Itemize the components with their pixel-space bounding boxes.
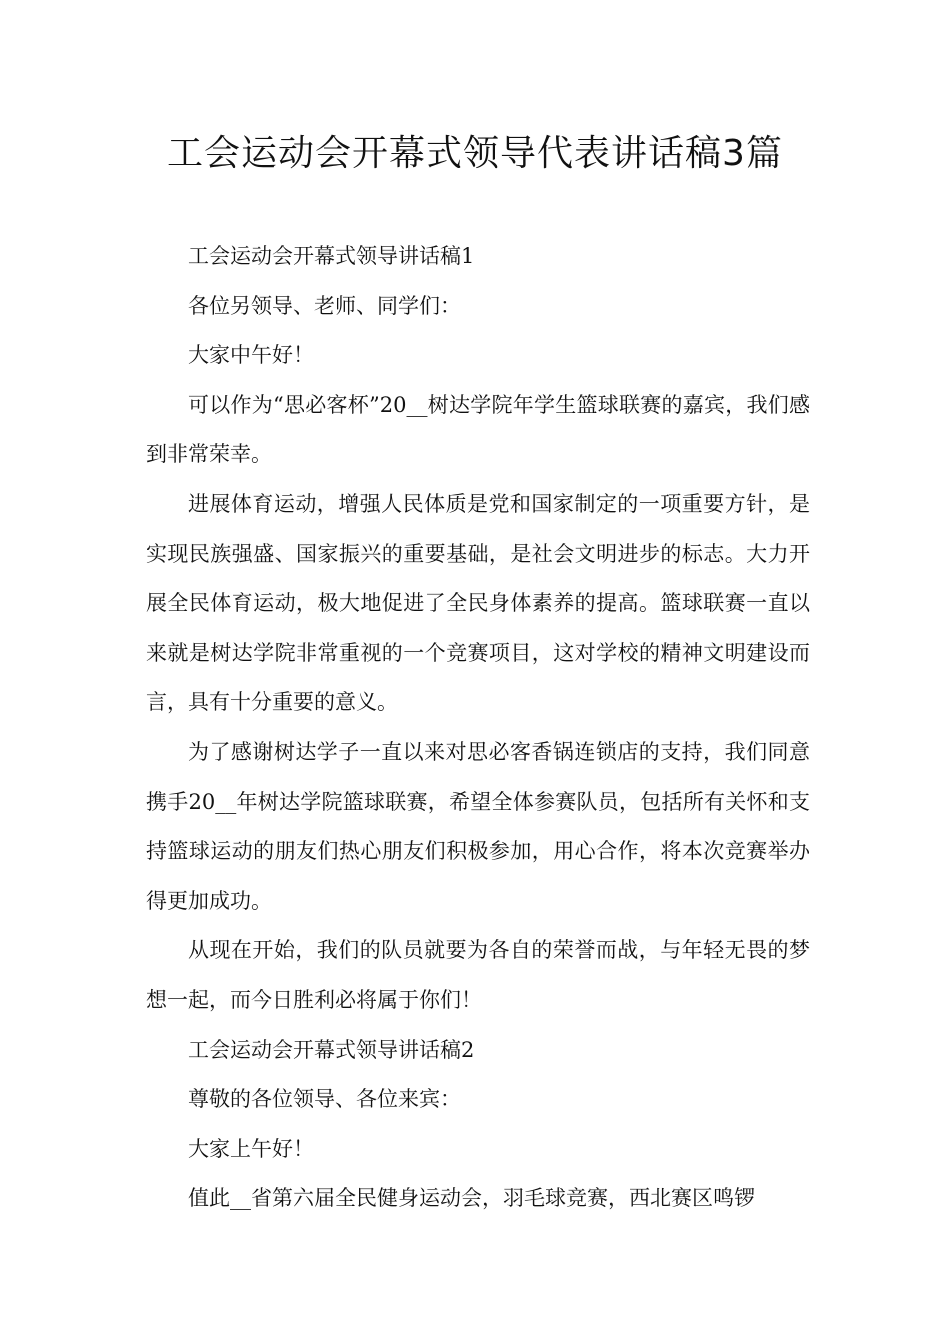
paragraph: 为了感谢树达学子一直以来对思必客香锅连锁店的支持，我们同意携手20__年树达学院篮球联赛，希望全体参赛队员，包括所有关怀和支持篮球运动的朋友们热心朋友们积极参加，用心合作，将本次竞赛举办得更加成功。 [146,739,810,913]
paragraph: 大家中午好！ [188,343,314,368]
document-body [146,232,810,1224]
paragraph: 进展体育运动，增强人民体质是党和国家制定的一项重要方针，是实现民族强盛、国家振兴的重要基础，是社会文明进步的标志。大力开展全民体育运动，极大地促进了全民身体素养的提高。篮球联赛一直以来就是树达学院非常重视的一个竞赛项目，这对学校的精神文明建设而言，具有十分重要的意义。 [146,491,810,715]
paragraph: 各位另领导、老师、同学们： [188,293,461,318]
paragraph: 从现在开始，我们的队员就要为各自的荣誉而战，与年轻无畏的梦想一起，而今日胜利必将属于你们！ [146,938,810,1012]
document-title: 工会运动会开幕式领导代表讲话稿3篇 [167,133,783,174]
paragraph: 可以作为“思必客杯”20__树达学院年学生篮球联赛的嘉宾，我们感到非常荣幸。 [146,392,810,467]
paragraph: 工会运动会开幕式领导讲话稿2 [188,1037,475,1062]
paragraph: 尊敬的各位领导、各位来宾： [188,1087,461,1112]
paragraph: 工会运动会开幕式领导讲话稿1 [188,244,475,268]
paragraph: 值此__省第六届全民健身运动会，羽毛球竞赛，西北赛区鸣锣 [188,1186,755,1211]
paragraph: 大家上午好！ [188,1136,314,1161]
